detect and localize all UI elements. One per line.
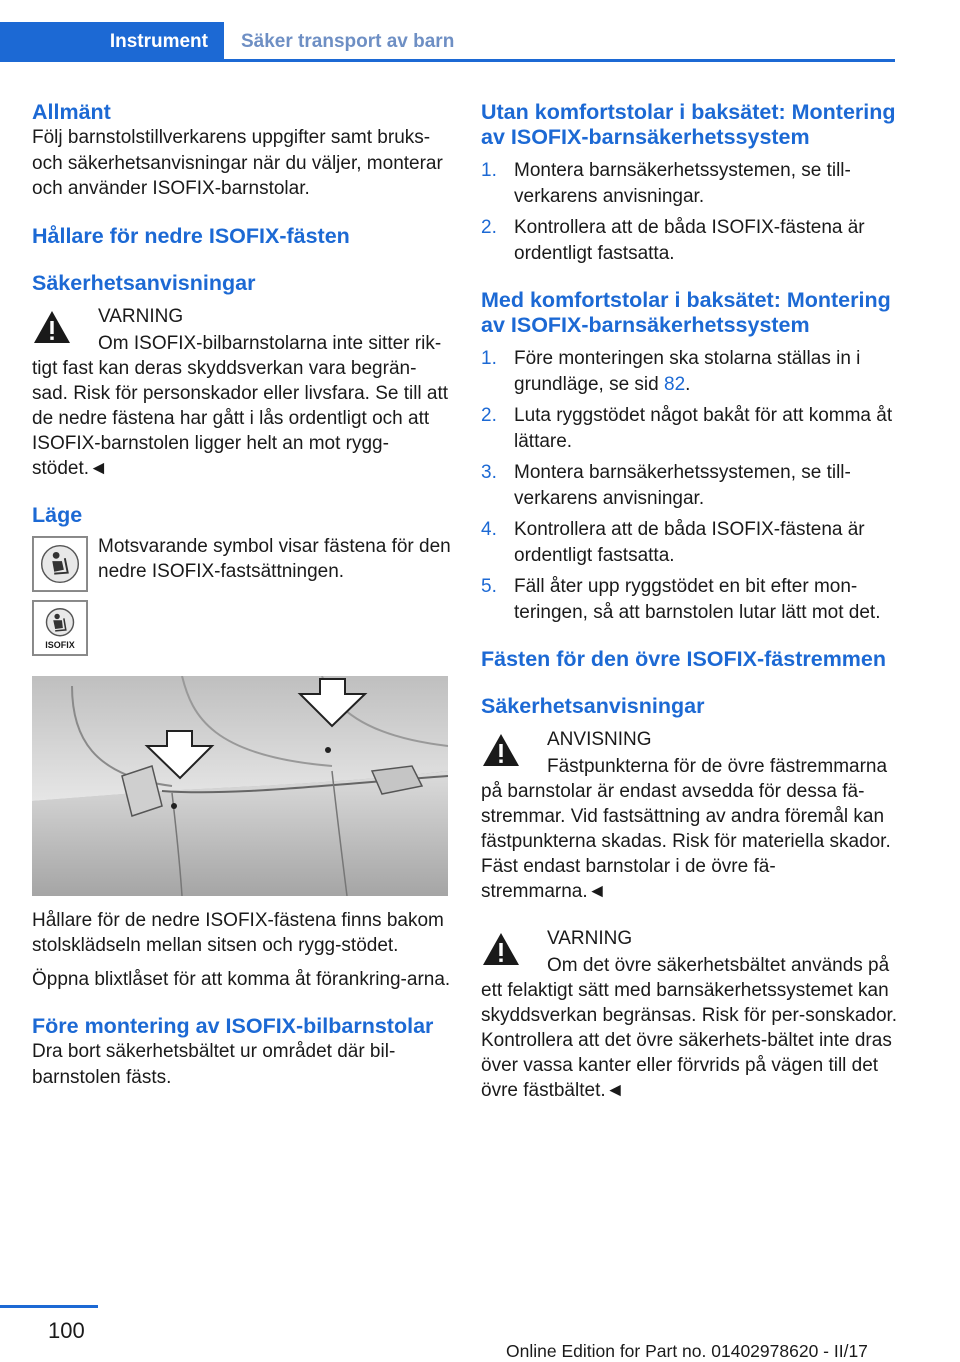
footer-rule [0, 1305, 98, 1308]
warning-label: VARNING [98, 305, 184, 327]
heading-med-komfortstolar: Med komfortstolar i baksätet: Montering av ISOFIX-barnsäkerhetssystem [481, 288, 891, 337]
tab-instrument[interactable]: Instrument [0, 22, 224, 62]
page-number: 100 [48, 1318, 85, 1343]
notice-label: ANVISNING [547, 729, 652, 750]
edition-text: Online Edition for Part no. 01402978620 - II/17 [506, 1341, 868, 1361]
list-item: 2. Kontrollera att de båda ISOFIX-fästena är ordentligt fastsatta. [481, 217, 865, 264]
list-item: 3. Montera barnsäkerhetssystemen, se till-verkarens anvisningar. [481, 462, 851, 509]
fore-text: Dra bort säkerhetsbältet ur området där bil-barnstolen fästs. [32, 1041, 396, 1088]
left-column [32, 100, 452, 1090]
notice-text-first: Fästpunkterna för de övre fästremmarna [547, 756, 888, 777]
warning-text-rest: tigt fast kan deras skyddsverkan vara begrän-sad. Risk för personskador eller livsfara. Se till att de nedre fästena har gått i lås ordentligt och att ISOFIX-barnstolen ligger helt an mot rygg-stödet.◄ [32, 357, 449, 479]
isofix-label-symbol-row [32, 600, 452, 656]
tab-section-title[interactable]: Säker transport av barn [241, 31, 455, 52]
med-steps-list [481, 346, 901, 625]
caption-1: Hållare för de nedre ISOFIX-fästena finns bakom stolsklädseln mellan sitsen och rygg-stödet. [32, 909, 444, 956]
heading-utan-komfortstolar: Utan komfortstolar i baksätet: Montering av ISOFIX-barnsäkerhetssystem [481, 100, 896, 149]
warning-text-first: Om ISOFIX-bilbarnstolarna inte sitter rik- [98, 332, 442, 354]
warning-triangle-icon [481, 732, 521, 768]
warning-label-right: VARNING [547, 928, 633, 949]
warning-text-rest-right: ett felaktigt sätt med barnsäkerhetssystemet kan skyddsverkan begränsas. Risk för per-sonskador. Kontrollera att det övre säkerhets-bältet inte dras över vassa kanter eller förvrids på vägen till det övre fästbältet.◄ [481, 980, 898, 1101]
list-item: 1. Montera barnsäkerhetssystemen, se till-verkarens anvisningar. [481, 160, 851, 207]
notice-text-rest: på barnstolar är endast avsedda för dessa fä-stremmar. Vid fastsättning av andra föremål kan fästpunkterna skadas. Risk för materiella skador. Fäst endast barnstolar i de övre fä-stremmarna.◄ [481, 781, 891, 902]
utan-steps-list [481, 158, 901, 266]
heading-hallare: Hållare för nedre ISOFIX-fästen [32, 223, 350, 248]
isofix-symbol-text: ISOFIX [45, 639, 75, 650]
allmant-text: Följ barnstolstillverkarens uppgifter samt bruks- och säkerhetsanvisningar när du väljer, monterar och använder ISOFIX-barnstolar. [32, 127, 443, 199]
caption-2: Öppna blixtlåset för att komma åt förankring-arna. [32, 968, 451, 990]
list-item: 5. Fäll åter upp ryggstödet en bit efter mon-teringen, så att barnstolen lutar lätt mot det. [481, 576, 881, 623]
page-reference-link[interactable]: 82 [664, 373, 686, 395]
heading-allmant: Allmänt [32, 100, 111, 124]
list-item: 4. Kontrollera att de båda ISOFIX-fästena är ordentligt fastsatta. [481, 519, 865, 566]
notice-block [481, 727, 901, 904]
warning-block-right [481, 926, 901, 1103]
list-item: 2. Luta ryggstödet något bakåt för att komma åt lättare. [481, 405, 893, 452]
rear-seat-isofix-photo [32, 676, 448, 896]
heading-sakerhetsanvisningar: Säkerhetsanvisningar [32, 270, 256, 295]
warning-triangle-icon [32, 309, 72, 345]
right-column [481, 100, 901, 1103]
warning-block [32, 304, 452, 481]
isofix-symbol-row [32, 536, 452, 592]
warning-triangle-icon [481, 931, 521, 967]
child-seat-icon [32, 536, 88, 592]
lage-text: Motsvarande symbol visar fästena för den nedre ISOFIX-fastsättningen. [98, 535, 451, 582]
warning-text-first-right: Om det övre säkerhetsbältet används på [547, 955, 890, 976]
heading-sakerhetsanvisningar-right: Säkerhetsanvisningar [481, 694, 705, 718]
header-tabbar [0, 22, 895, 62]
heading-lage: Läge [32, 502, 83, 527]
heading-fore-montering: Före montering av ISOFIX-bilbarnstolar [32, 1014, 434, 1038]
heading-fasten-ovre: Fästen för den övre ISOFIX-fästremmen [481, 647, 887, 671]
list-item: 1. Före monteringen ska stolarna ställas in i grundläge, se sid 82. [481, 348, 861, 395]
